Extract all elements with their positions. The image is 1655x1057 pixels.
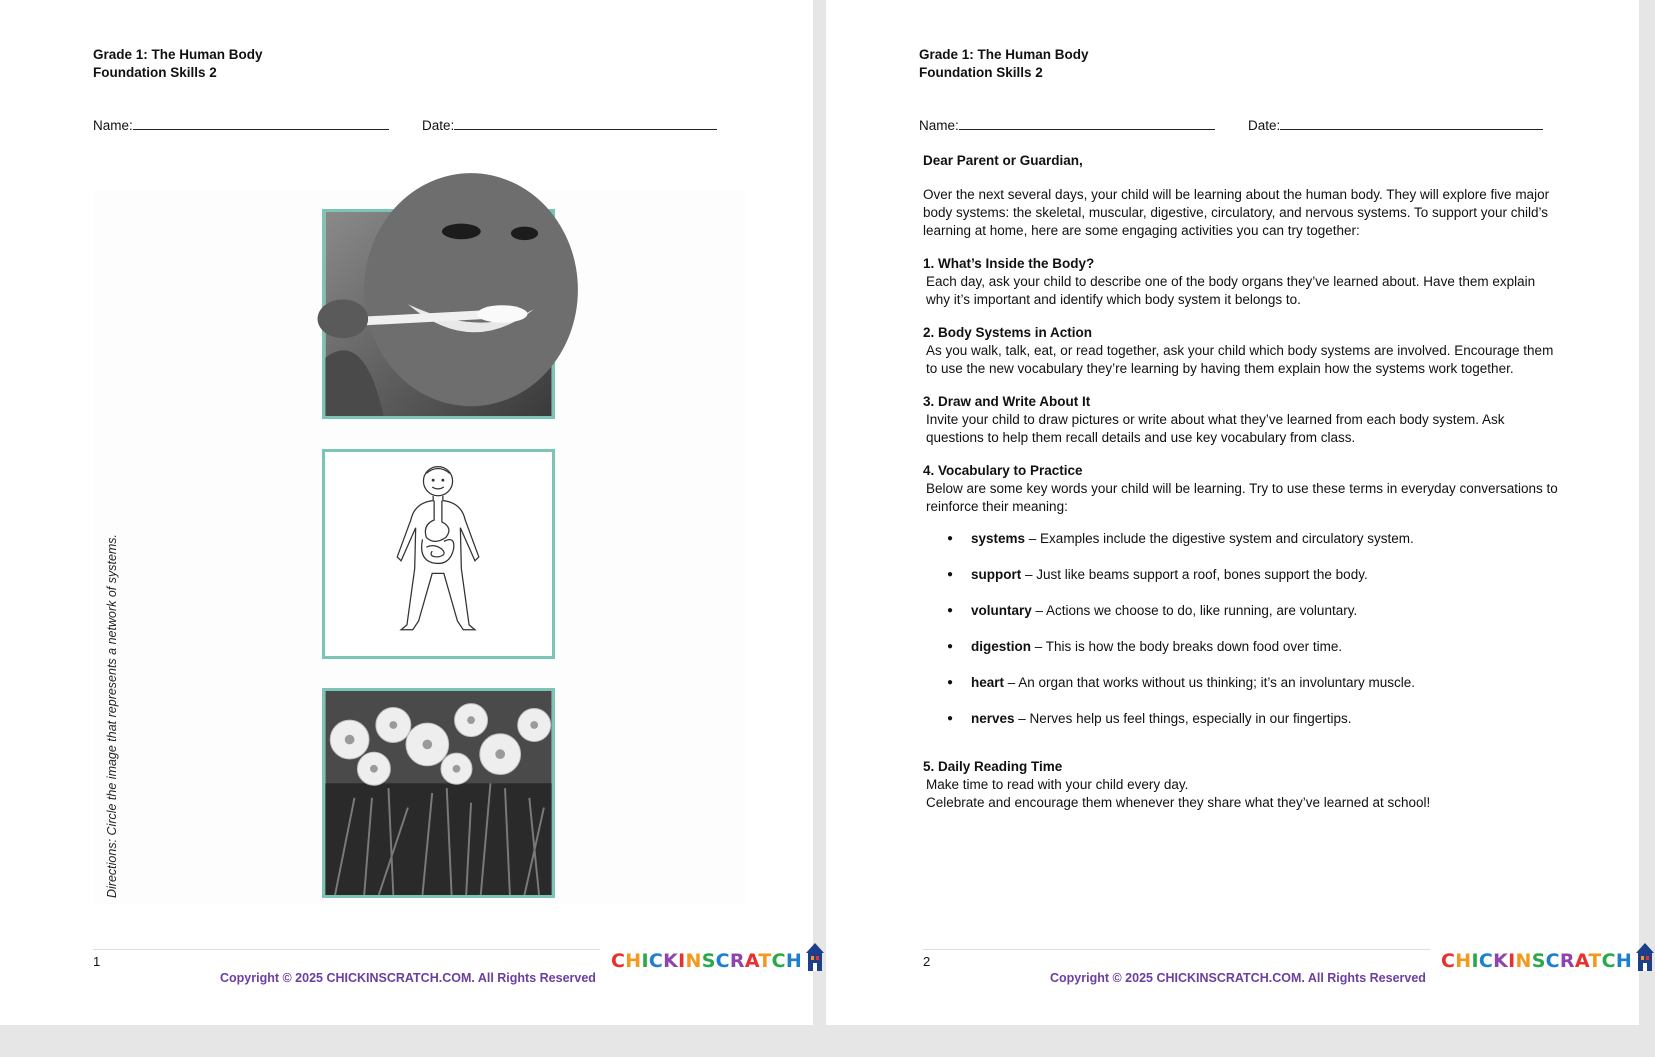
name-line[interactable] bbox=[133, 118, 389, 130]
section-body: Each day, ask your child to describe one of the body organs they’ve learned about. Have them explain why it’s important and identify which body system it belongs to. bbox=[926, 274, 1536, 307]
logo-letter: T bbox=[1588, 950, 1602, 972]
letter-intro: Over the next several days, your child will be learning about the human body. They will explore five major body systems: the skeletal, muscular, digestive, circulatory, and nervous systems. To support your child’s learning at home, here are some engaging activities you can try together: bbox=[923, 187, 1550, 238]
logo-letter: H bbox=[1455, 950, 1472, 972]
logo-letter: R bbox=[729, 950, 745, 972]
letter-section bbox=[923, 758, 1559, 812]
name-field[interactable] bbox=[93, 118, 389, 133]
vocabulary-list bbox=[923, 530, 1559, 728]
vocab-definition: – This is how the body breaks down food over time. bbox=[1031, 639, 1343, 654]
list-item bbox=[923, 638, 1559, 656]
logo-letter: C bbox=[1478, 950, 1494, 972]
section-title: 1. What’s Inside the Body? bbox=[923, 256, 1095, 271]
header-subtitle: Foundation Skills 2 bbox=[93, 65, 217, 80]
logo-letter: I bbox=[1471, 950, 1479, 972]
vocab-definition: – Just like beams support a roof, bones support the body. bbox=[1021, 567, 1368, 582]
logo-letter: C bbox=[648, 950, 664, 972]
header-subtitle: Foundation Skills 2 bbox=[919, 65, 1043, 80]
section-title: 3. Draw and Write About It bbox=[923, 394, 1091, 409]
copyright-text: Copyright © 2025 CHICKINSCRATCH.COM. All Rights Reserved bbox=[220, 971, 596, 985]
logo-letter: C bbox=[771, 950, 786, 972]
page-number: 1 bbox=[93, 954, 101, 969]
date-field[interactable] bbox=[422, 118, 717, 133]
page-header bbox=[93, 46, 263, 82]
vocab-definition: – Actions we choose to do, like running, are voluntary. bbox=[1031, 603, 1358, 618]
list-item bbox=[923, 710, 1559, 728]
name-label: Name: bbox=[919, 118, 959, 133]
vocab-word: digestion bbox=[971, 639, 1031, 654]
logo-letter: S bbox=[1531, 950, 1546, 972]
logo-letter: H bbox=[785, 950, 803, 972]
chickinscratch-logo bbox=[1441, 938, 1655, 972]
logo-letter: N bbox=[685, 950, 702, 972]
schoolhouse-icon bbox=[805, 942, 825, 972]
logo-letter: H bbox=[1615, 950, 1633, 972]
vocab-word: heart bbox=[971, 675, 1005, 690]
body-digestive-system-drawing bbox=[325, 452, 552, 656]
vocab-word: nerves bbox=[971, 711, 1015, 726]
section-body: Invite your child to draw pictures or write about what they’ve learned from each body system. Ask questions to help them recall details and use key vocabulary from class. bbox=[926, 412, 1505, 445]
logo-letter: C bbox=[611, 950, 626, 972]
digestive-system-card[interactable] bbox=[322, 449, 555, 659]
copyright-text: Copyright © 2025 CHICKINSCRATCH.COM. All Rights Reserved bbox=[1050, 971, 1426, 985]
logo-letter: C bbox=[1601, 950, 1616, 972]
letter-section bbox=[923, 324, 1559, 378]
letter-section bbox=[923, 255, 1559, 309]
list-item bbox=[923, 674, 1559, 692]
list-item bbox=[923, 602, 1559, 620]
name-field[interactable] bbox=[919, 118, 1215, 133]
logo-letter: R bbox=[1559, 950, 1575, 972]
daffodils-photo-card[interactable] bbox=[322, 688, 555, 898]
date-label: Date: bbox=[1248, 118, 1281, 133]
section-title: 4. Vocabulary to Practice bbox=[923, 463, 1083, 478]
logo-wordmark bbox=[611, 950, 802, 972]
vocab-definition: – An organ that works without us thinking; it’s an involuntary muscle. bbox=[1004, 675, 1415, 690]
logo-letter: K bbox=[1493, 950, 1509, 972]
list-item bbox=[923, 530, 1559, 548]
section-body: As you walk, talk, eat, or read together, ask your child which body systems are involved. Encourage them to use the new vocabulary they’re learning by having them explain how the systems work together. bbox=[926, 343, 1554, 376]
footer-rule bbox=[923, 949, 1430, 950]
logo-letter: C bbox=[715, 950, 730, 972]
logo-letter: I bbox=[641, 950, 649, 972]
daffodils-photo bbox=[325, 691, 552, 895]
page-header bbox=[919, 46, 1089, 82]
logo-letter: I bbox=[1508, 950, 1516, 972]
parent-letter bbox=[923, 152, 1559, 827]
date-line[interactable] bbox=[454, 118, 717, 130]
section-title: 5. Daily Reading Time bbox=[923, 759, 1063, 774]
section-body: Make time to read with your child every day. bbox=[926, 777, 1189, 792]
letter-section bbox=[923, 462, 1559, 516]
logo-letter: T bbox=[758, 950, 772, 972]
section-body: Celebrate and encourage them whenever they share what they’ve learned at school! bbox=[926, 795, 1431, 810]
header-title: Grade 1: The Human Body bbox=[919, 47, 1089, 62]
logo-letter: A bbox=[744, 950, 759, 972]
logo-letter: N bbox=[1515, 950, 1532, 972]
header-title: Grade 1: The Human Body bbox=[93, 47, 263, 62]
chickinscratch-logo bbox=[611, 938, 825, 972]
logo-letter: C bbox=[1545, 950, 1560, 972]
vocab-definition: – Nerves help us feel things, especially in our fingertips. bbox=[1014, 711, 1352, 726]
directions-text: Directions: Circle the image that represents a network of systems. bbox=[105, 533, 119, 898]
schoolhouse-icon bbox=[1635, 942, 1655, 972]
date-label: Date: bbox=[422, 118, 455, 133]
vocab-definition: – Examples include the digestive system and circulatory system. bbox=[1025, 531, 1414, 546]
vocab-word: support bbox=[971, 567, 1022, 582]
letter-section bbox=[923, 393, 1559, 447]
date-field[interactable] bbox=[1248, 118, 1543, 133]
vocab-word: voluntary bbox=[971, 603, 1032, 618]
footer-rule bbox=[93, 949, 600, 950]
logo-letter: C bbox=[1441, 950, 1456, 972]
toothbrush-photo bbox=[325, 212, 552, 416]
logo-letter: S bbox=[701, 950, 716, 972]
logo-letter: A bbox=[1574, 950, 1589, 972]
logo-wordmark bbox=[1441, 950, 1632, 972]
toothbrush-photo-card[interactable] bbox=[322, 209, 555, 419]
logo-letter: H bbox=[625, 950, 642, 972]
section-title: 2. Body Systems in Action bbox=[923, 325, 1093, 340]
name-label: Name: bbox=[93, 118, 133, 133]
page-number: 2 bbox=[923, 954, 931, 969]
logo-letter: K bbox=[663, 950, 679, 972]
section-body: Below are some key words your child will be learning. Try to use these terms in everyday conversations to reinforce their meaning: bbox=[926, 481, 1558, 514]
date-line[interactable] bbox=[1280, 118, 1543, 130]
name-line[interactable] bbox=[959, 118, 1215, 130]
vocab-word: systems bbox=[971, 531, 1026, 546]
logo-letter: I bbox=[678, 950, 686, 972]
list-item bbox=[923, 566, 1559, 584]
letter-greeting: Dear Parent or Guardian, bbox=[923, 153, 1083, 168]
